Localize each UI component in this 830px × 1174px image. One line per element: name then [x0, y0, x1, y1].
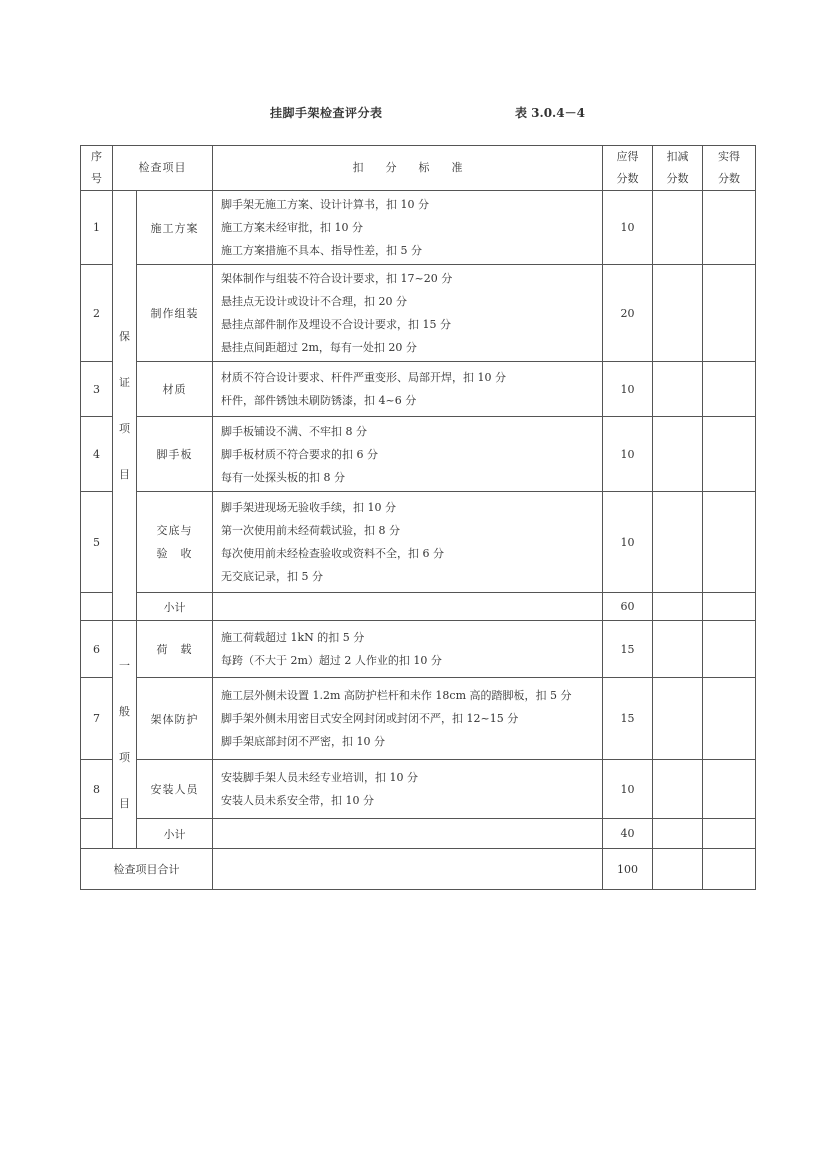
criteria-line: 无交底记录，扣 5 分 — [221, 570, 323, 583]
row-due-score: 20 — [603, 265, 653, 362]
total-row — [81, 849, 756, 890]
criteria-line: 安装脚手架人员未经专业培训，扣 10 分 — [221, 771, 418, 784]
group-cell — [113, 191, 137, 621]
row-item — [137, 492, 213, 593]
row-item: 脚手板 — [137, 417, 213, 492]
table-body — [81, 191, 756, 890]
row-actual-score[interactable] — [703, 417, 756, 492]
subtotal-no — [81, 819, 113, 849]
header-deduct-2: 分数 — [666, 172, 689, 185]
criteria-line: 材质不符合设计要求、杆件严重变形、局部开焊，扣 10 分 — [221, 371, 506, 384]
document-title: 挂脚手架检查评分表 — [270, 106, 383, 120]
subtotal-label: 小计 — [137, 819, 213, 849]
total-score: 100 — [603, 849, 653, 890]
row-due-score: 15 — [603, 678, 653, 760]
table-row — [81, 492, 756, 593]
table-row — [81, 621, 756, 678]
row-no: 1 — [81, 191, 113, 265]
row-item: 材质 — [137, 362, 213, 417]
criteria-line: 施工方案措施不具本、指导性差，扣 5 分 — [221, 244, 422, 257]
group-char: 般 — [119, 704, 130, 718]
row-item: 架体防护 — [137, 678, 213, 760]
row-due-score: 10 — [603, 191, 653, 265]
group-cell — [113, 621, 137, 849]
header-actual — [703, 146, 756, 191]
row-due-score: 15 — [603, 621, 653, 678]
row-due-score: 10 — [603, 760, 653, 819]
criteria-line: 脚手板铺设不满、不牢扣 8 分 — [221, 424, 367, 438]
total-criteria — [213, 849, 603, 890]
subtotal-row — [81, 819, 756, 849]
subtotal-actual[interactable] — [703, 819, 756, 849]
row-due-score: 10 — [603, 417, 653, 492]
row-deduct-score[interactable] — [653, 362, 703, 417]
header-actual-1: 实得 — [718, 150, 740, 163]
criteria-line: 架体制作与组装不符合设计要求，扣 17~20 分 — [221, 272, 453, 285]
group-char: 目 — [119, 467, 130, 481]
row-no: 6 — [81, 621, 113, 678]
row-item: 安装人员 — [137, 760, 213, 819]
group-char: 项 — [119, 421, 130, 435]
group-char: 项 — [119, 750, 130, 764]
row-item-line: 交底与 — [156, 524, 193, 537]
row-actual-score[interactable] — [703, 621, 756, 678]
subtotal-score: 60 — [603, 593, 653, 621]
table-number: 表 3.0.4－4 — [515, 106, 585, 120]
criteria-line: 施工荷载超过 1kN 的扣 5 分 — [221, 631, 365, 644]
row-no: 2 — [81, 265, 113, 362]
row-criteria — [213, 492, 603, 593]
subtotal-score: 40 — [603, 819, 653, 849]
row-item: 制作组装 — [137, 265, 213, 362]
total-actual[interactable] — [703, 849, 756, 890]
header-item: 检查项目 — [113, 146, 213, 191]
criteria-line: 悬挂点部件制作及埋设不合设计要求，扣 15 分 — [221, 318, 451, 331]
header-due — [603, 146, 653, 191]
criteria-line: 悬挂点间距超过 2m，每有一处扣 20 分 — [221, 341, 417, 354]
row-actual-score[interactable] — [703, 265, 756, 362]
header-row — [81, 146, 756, 191]
row-criteria — [213, 362, 603, 417]
subtotal-criteria — [213, 819, 603, 849]
table-row — [81, 265, 756, 362]
criteria-line: 脚手板材质不符合要求的扣 6 分 — [221, 447, 378, 461]
row-actual-score[interactable] — [703, 678, 756, 760]
subtotal-deduct[interactable] — [653, 819, 703, 849]
criteria-line: 每跨（不大于 2m）超过 2 人作业的扣 10 分 — [221, 654, 442, 667]
group-char: 一 — [119, 658, 130, 672]
row-deduct-score[interactable] — [653, 191, 703, 265]
criteria-line: 脚手架无施工方案、设计计算书，扣 10 分 — [221, 198, 429, 211]
header-due-2: 分数 — [616, 172, 639, 185]
subtotal-deduct[interactable] — [653, 593, 703, 621]
criteria-line: 施工层外侧未设置 1.2m 高防护栏杆和未作 18cm 高的踏脚板，扣 5 分 — [221, 689, 572, 702]
header-deduct-1: 扣减 — [666, 150, 689, 163]
table-row — [81, 760, 756, 819]
criteria-line: 每有一处探头板的扣 8 分 — [221, 470, 345, 484]
subtotal-criteria — [213, 593, 603, 621]
row-criteria — [213, 191, 603, 265]
row-deduct-score[interactable] — [653, 678, 703, 760]
criteria-line: 悬挂点无设计或设计不合理，扣 20 分 — [221, 295, 407, 308]
header-criteria: 扣 分 标 准 — [213, 146, 603, 191]
criteria-line: 脚手架外侧未用密目式安全网封闭或封闭不严，扣 12~15 分 — [221, 712, 519, 725]
group-char: 保 — [119, 329, 130, 343]
header-no — [81, 146, 113, 191]
group-label — [119, 643, 130, 827]
row-actual-score[interactable] — [703, 760, 756, 819]
group-label — [119, 314, 130, 498]
subtotal-label: 小计 — [137, 593, 213, 621]
total-label: 检查项目合计 — [81, 849, 213, 890]
table-row — [81, 362, 756, 417]
row-criteria — [213, 417, 603, 492]
row-no: 3 — [81, 362, 113, 417]
row-no: 8 — [81, 760, 113, 819]
row-actual-score[interactable] — [703, 362, 756, 417]
row-criteria — [213, 621, 603, 678]
table-row — [81, 191, 756, 265]
table-row — [81, 678, 756, 760]
row-no: 7 — [81, 678, 113, 760]
row-deduct-score[interactable] — [653, 492, 703, 593]
total-deduct[interactable] — [653, 849, 703, 890]
criteria-line: 脚手架进现场无验收手续，扣 10 分 — [221, 501, 396, 514]
row-criteria — [213, 760, 603, 819]
table-row — [81, 417, 756, 492]
subtotal-row — [81, 593, 756, 621]
row-deduct-score[interactable] — [653, 621, 703, 678]
row-deduct-score[interactable] — [653, 760, 703, 819]
row-criteria — [213, 678, 603, 760]
row-due-score: 10 — [603, 492, 653, 593]
row-due-score: 10 — [603, 362, 653, 417]
subtotal-actual[interactable] — [703, 593, 756, 621]
criteria-line: 脚手架底部封闭不严密，扣 10 分 — [221, 735, 385, 748]
row-deduct-score[interactable] — [653, 265, 703, 362]
header-no-1: 序 — [91, 150, 102, 163]
row-item: 施工方案 — [137, 191, 213, 265]
subtotal-no — [81, 593, 113, 621]
group-char: 目 — [119, 796, 130, 810]
header-deduct — [653, 146, 703, 191]
header-due-1: 应得 — [616, 150, 639, 163]
header-no-2: 号 — [91, 172, 102, 185]
criteria-line: 每次使用前未经检查验收或资料不全，扣 6 分 — [221, 547, 444, 560]
criteria-line: 第一次使用前未经荷载试验，扣 8 分 — [221, 524, 400, 537]
criteria-line: 施工方案未经审批，扣 10 分 — [221, 221, 363, 234]
score-table — [80, 145, 756, 890]
group-char: 证 — [119, 375, 130, 389]
row-item-line: 验 收 — [156, 547, 193, 560]
row-item: 荷 载 — [137, 621, 213, 678]
row-actual-score[interactable] — [703, 492, 756, 593]
header-actual-2: 分数 — [718, 172, 740, 185]
row-deduct-score[interactable] — [653, 417, 703, 492]
row-no: 4 — [81, 417, 113, 492]
row-no: 5 — [81, 492, 113, 593]
criteria-line: 安装人员未系安全带，扣 10 分 — [221, 794, 374, 807]
row-criteria — [213, 265, 603, 362]
criteria-line: 杆件，部件锈蚀未刷防锈漆，扣 4~6 分 — [221, 394, 417, 407]
row-actual-score[interactable] — [703, 191, 756, 265]
